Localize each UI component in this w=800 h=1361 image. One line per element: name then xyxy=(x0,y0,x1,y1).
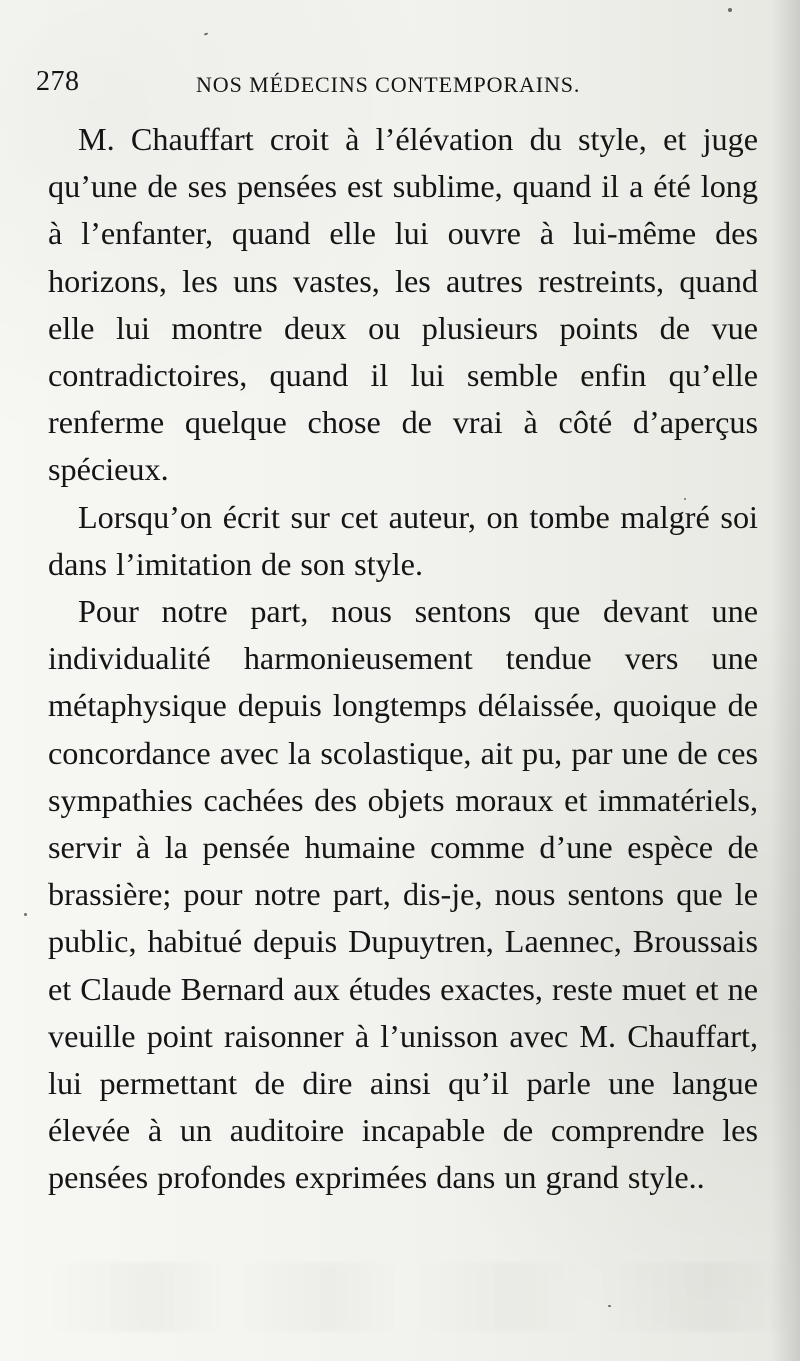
page-edge-shadow xyxy=(770,0,800,1361)
page-number: 278 xyxy=(36,66,80,97)
body-text xyxy=(48,116,758,1202)
paragraph: Lorsqu’on écrit sur cet auteur, on tombe malgré soi dans l’imitation de son style. xyxy=(48,498,758,582)
show-through-text xyxy=(40,1262,800,1332)
ink-speck xyxy=(728,8,732,12)
ink-speck xyxy=(24,913,27,916)
page-header xyxy=(36,66,766,102)
paragraph: M. Chauffart croit à l’élévation du style, et juge qu’une de ses pensées est sublime, quand il a été long à l’enfanter, quand elle lui ouvre à lui-même des horizons, les uns vastes, les autres restreints, quand elle lui montre deux ou plusieurs points de vue contradictoires, quand il lui semble enfin qu’elle renferme quelque chose de vrai à côté d’aperçus spécieux. xyxy=(48,121,758,488)
running-head: NOS MÉDECINS CONTEMPORAINS. xyxy=(196,72,581,97)
ink-speck xyxy=(608,1305,611,1307)
paragraph: Pour notre part, nous sentons que devant une individualité harmonieusement tendue vers une métaphysique depuis longtemps délaissée, quoique de concordance avec la scolastique, ait pu, par une de ces sympathies cachées des objets moraux et immatériels, servir à la pensée humaine comme d’une espèce de brassière; pour notre part, dis-je, nous sentons que le public, habitué depuis Dupuytren, Laennec, Broussais et Claude Bernard aux études exactes, reste muet et ne veuille point raisonner à l’unisson avec M. Chauffart, lui permettant de dire ainsi qu’il parle une langue élevée à un auditoire incapable de comprendre les pensées profondes exprimées dans un grand style.. xyxy=(48,593,758,1196)
ink-speck xyxy=(204,32,208,35)
